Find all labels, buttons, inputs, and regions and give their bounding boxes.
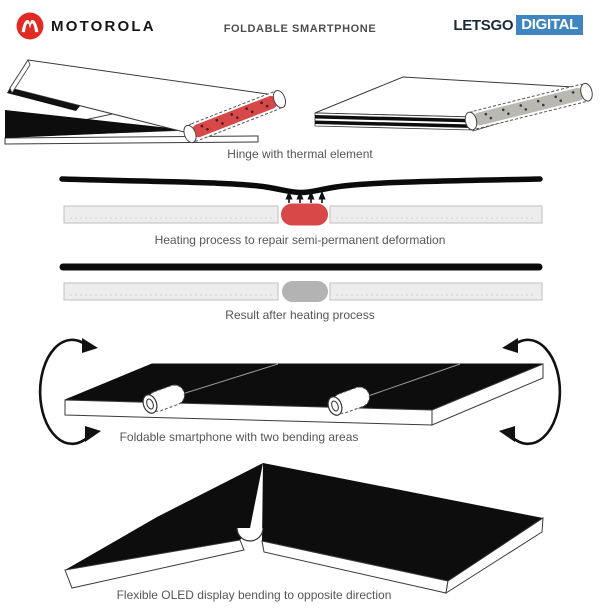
figure-heating-result bbox=[0, 258, 600, 306]
letsgo-text: LETSGO bbox=[453, 16, 514, 34]
page-title: FOLDABLE SMARTPHONE bbox=[223, 23, 377, 35]
header bbox=[0, 0, 600, 50]
device-cross-section bbox=[64, 281, 542, 302]
figure-heating-process bbox=[0, 172, 600, 230]
letsgo-digital-logo bbox=[453, 15, 583, 35]
hinge-caption: Hinge with thermal element bbox=[227, 147, 373, 161]
opposite-caption: Flexible OLED display bending to opposite direction bbox=[116, 588, 392, 602]
figure-tent-device bbox=[0, 458, 600, 600]
closed-device-illustration bbox=[315, 77, 594, 131]
result-caption: Result after heating process bbox=[225, 308, 375, 322]
open-device-illustration bbox=[5, 60, 288, 144]
device-cross-section bbox=[64, 204, 542, 226]
figure-hinge-devices bbox=[0, 58, 600, 150]
heating-caption: Heating process to repair semi-permanent deformation bbox=[154, 233, 446, 247]
motorola-wordmark: MOTOROLA bbox=[51, 17, 156, 35]
flat-device-slab bbox=[65, 364, 543, 425]
fold-hinge-icon bbox=[237, 528, 263, 541]
thermal-element-inactive-pill bbox=[282, 281, 328, 302]
digital-badge: DIGITAL bbox=[516, 15, 583, 35]
deformed-display-line bbox=[62, 179, 540, 193]
two-bending-caption: Foldable smartphone with two bending areas bbox=[119, 430, 359, 444]
thermal-element-active-pill bbox=[281, 204, 328, 226]
